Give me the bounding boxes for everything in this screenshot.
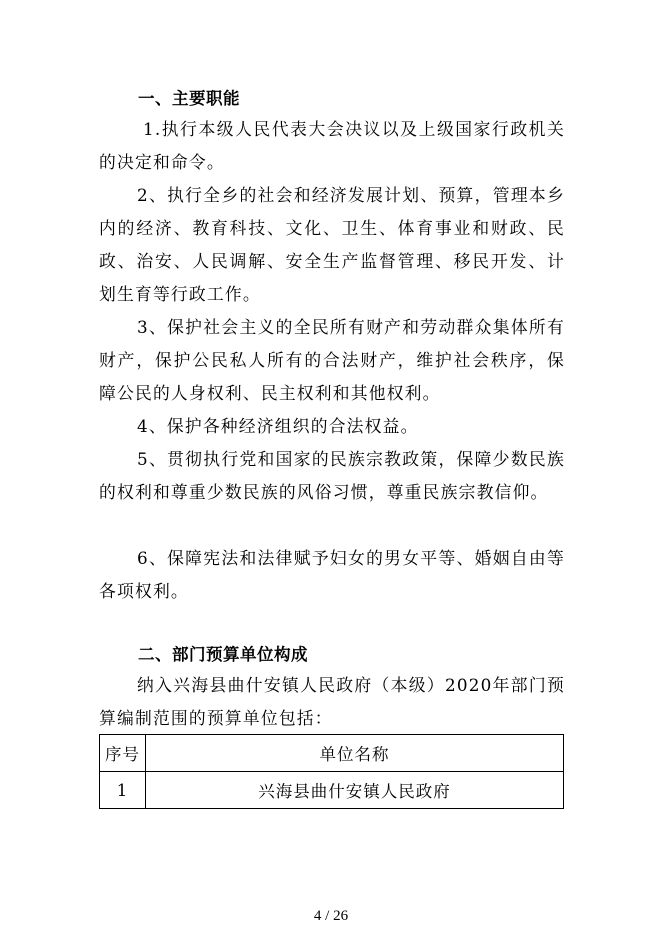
section-2-heading: 二、部门预算单位构成 <box>138 645 308 664</box>
duty-paragraph-2: 2、执行全乡的社会和经济发展计划、预算，管理本乡内的经济、教育科技、文化、卫生、体育事业和财政、民政、治安、人民调解、安全生产监督管理、移民开发、计划生育等行政工作。 <box>99 185 565 304</box>
table-header-row <box>100 735 564 772</box>
page-number: 4 / 26 <box>313 908 349 924</box>
section-1-heading: 一、主要职能 <box>138 89 240 108</box>
budget-units-table <box>99 734 564 809</box>
duty-paragraph-6: 6、保障宪法和法律赋予妇女的男女平等、婚姻自由等各项权利。 <box>99 548 565 601</box>
unit-name-cell: 兴海县曲什安镇人民政府 <box>146 772 564 809</box>
duty-paragraph-3: 3、保护社会主义的全民所有财产和劳动群众集体所有财产，保护公民私人所有的合法财产，维护社会秩序，保障公民的人身权利、民主权利和其他权利。 <box>99 317 565 403</box>
duty-paragraph-4: 4、保护各种经济组织的合法权益。 <box>137 416 419 436</box>
duty-paragraph-5: 5、贯彻执行党和国家的民族宗教政策，保障少数民族的权利和尊重少数民族的风俗习惯，尊重民族宗教信仰。 <box>99 449 565 502</box>
budget-units-intro: 纳入兴海县曲什安镇人民政府（本级）2020年部门预算编制范围的预算单位包括： <box>99 675 565 728</box>
row-number-cell: 1 <box>100 772 146 809</box>
column-header-unit-name: 单位名称 <box>146 735 564 772</box>
table-row <box>100 772 564 809</box>
duty-paragraph-1: 1.执行本级人民代表大会决议以及上级国家行政机关的决定和命令。 <box>99 119 565 172</box>
column-header-number: 序号 <box>100 735 146 772</box>
